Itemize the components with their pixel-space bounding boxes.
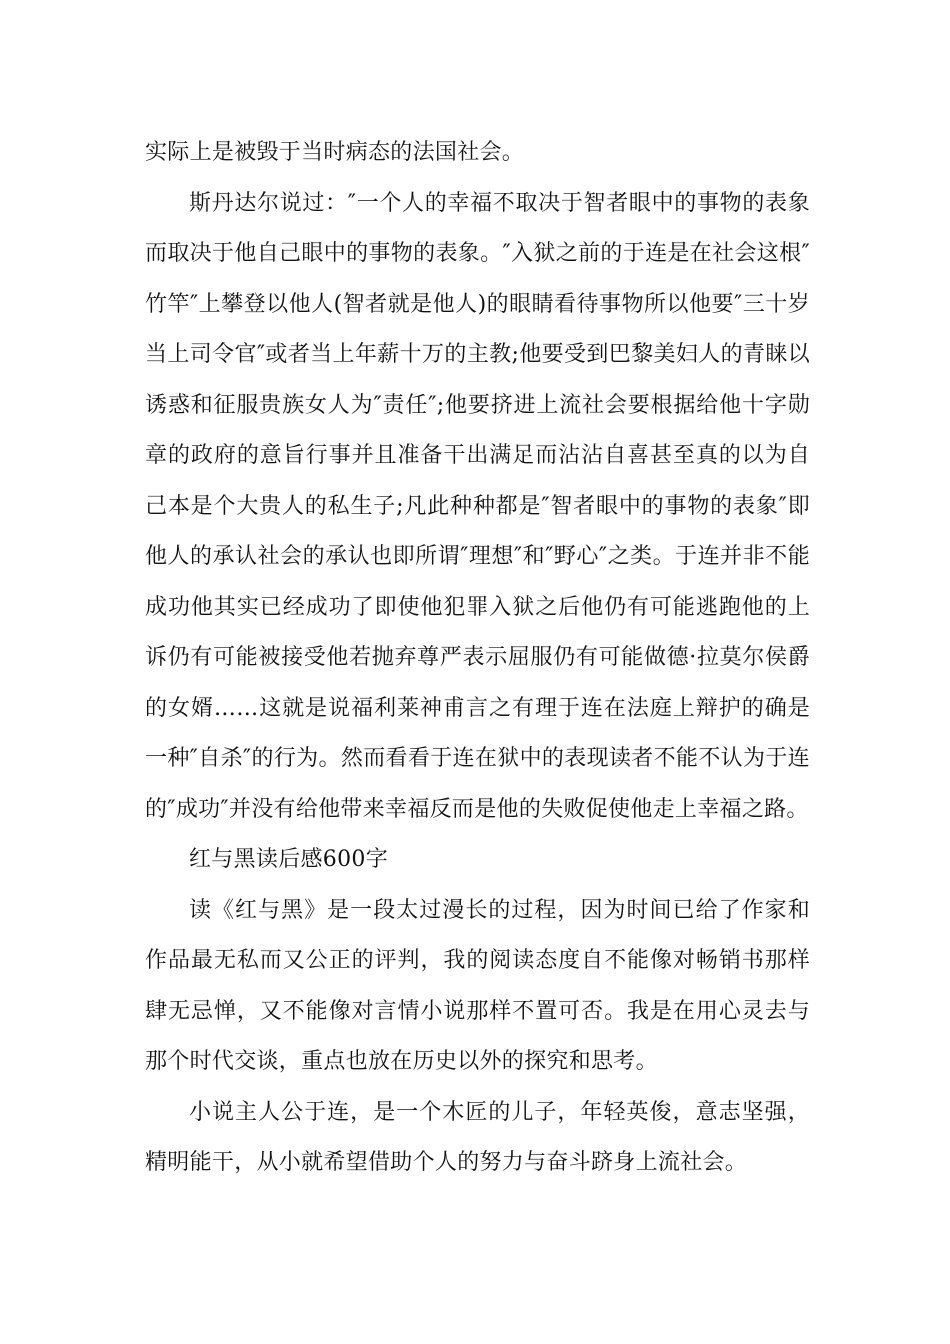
document-body bbox=[145, 128, 810, 1189]
paragraph-reading-experience: 读《红与黑》是一段太过漫长的过程，因为时间已给了作家和作品最无私而又公正的评判，我的阅读态度自不能像对畅销书那样肆无忌惮，又不能像对言情小说那样不置可否。我是在用心灵去与那个时代交谈，重点也放在历史以外的探究和思考。 bbox=[145, 897, 810, 1074]
paragraph-continuation: 实际上是被毁于当时病态的法国社会。 bbox=[145, 140, 525, 165]
paragraph-protagonist: 小说主人公于连，是一个木匠的儿子，年轻英俊，意志坚强，精明能干，从小就希望借助个人的努力与奋斗跻身上流社会。 bbox=[145, 1099, 810, 1175]
paragraph-stendhal-quote: 斯丹达尔说过：″一个人的幸福不取决于智者眼中的事物的表象而取决于他自己眼中的事物的表象。″入狱之前的于连是在社会这根″竹竿″上攀登以他人(智者就是他人)的眼睛看待事物所以他要″三十岁当上司令官″或者当上年薪十万的主教;他要受到巴黎美妇人的青睐以诱惑和征服贵族女人为″责任″;他要挤进上流社会要根据给他十字勋章的政府的意旨行事并且准备干出满足而沾沾自喜甚至真的以为自己本是个大贵人的私生子;凡此种种都是″智者眼中的事物的表象″即他人的承认社会的承认也即所谓″理想″和″野心″之类。于连并非不能成功他其实已经成功了即使他犯罪入狱之后他仍有可能逃跑他的上诉仍有可能被接受他若抛弃尊严表示屈服仍有可能做德·拉莫尔侯爵的女婿……这就是说福利莱神甫言之有理于连在法庭上辩护的确是一种″自杀″的行为。然而看看于连在狱中的表现读者不能不认为于连的″成功″并没有给他带来幸福反而是他的失败促使他走上幸福之路。 bbox=[145, 190, 810, 822]
section-heading: 红与黑读后感600字 bbox=[189, 847, 388, 872]
